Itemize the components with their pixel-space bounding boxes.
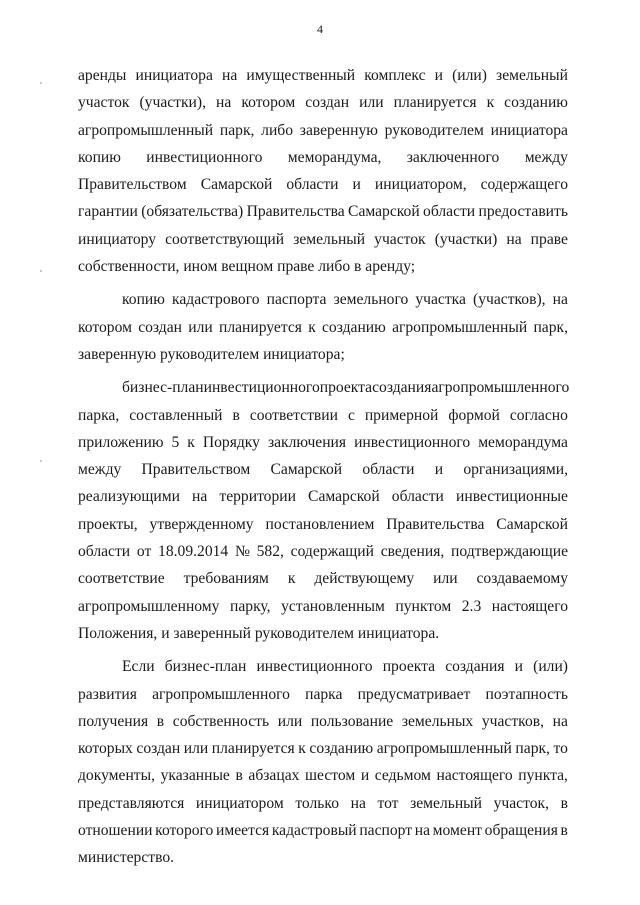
paragraph-line: отношении которого имеется кадастровый паспорт на момент обращения в <box>78 822 568 840</box>
paragraph-line: бизнес-план инвестиционного проекта создания агропромышленного <box>122 379 570 397</box>
paragraph-line: агропромышленный парк, либо заверенную руководителем инициатора <box>78 121 568 139</box>
paragraph-line: собственности, ином вещном праве либо в аренду; <box>78 258 416 276</box>
paragraph-line: соответствие требованиям к действующему или создаваемому <box>78 570 568 588</box>
paragraph-line: аренды инициатора на имущественный комплекс и (или) земельный <box>78 67 568 84</box>
paragraph-line: проекты, утвержденному постановлением Правительства Самарской <box>78 515 568 533</box>
paragraph-line: между Правительством Самарской области и организациями, <box>78 461 568 479</box>
paragraph-line: которых создан или планируется к созданию агропромышленный парк, то <box>78 740 568 758</box>
margin-mark <box>40 270 42 272</box>
paragraph-line: участок (участки), на котором создан или планируется к созданию <box>78 94 568 112</box>
paragraph-line: области от 18.09.2014 № 582, содержащий сведения, подтверждающие <box>78 543 568 561</box>
paragraph-line: агропромышленному парку, установленным пунктом 2.3 настоящего <box>78 597 568 615</box>
paragraph <box>78 286 568 368</box>
paragraph-line: получения в собственность или пользование земельных участков, на <box>78 712 568 730</box>
paragraph-line: Положения, и заверенный руководителем инициатора. <box>78 624 440 642</box>
margin-mark <box>40 460 42 462</box>
paragraph-line: представляются инициатором только на тот земельный участок, в <box>78 794 568 812</box>
page-number: 4 <box>317 22 323 36</box>
paragraph-line: Правительством Самарской области и инициатором, содержащего <box>78 176 568 194</box>
paragraph-line: Если бизнес-план инвестиционного проекта создания и (или) <box>122 658 568 676</box>
paragraph <box>78 374 568 647</box>
document-body <box>78 62 568 872</box>
paragraph-line: котором создан или планируется к созданию агропромышленный парк, <box>78 318 568 336</box>
margin-mark <box>40 82 42 84</box>
paragraph-line: документы, указанные в абзацах шестом и седьмом настоящего пункта, <box>78 767 568 785</box>
paragraph-line: реализующими на территории Самарской области инвестиционные <box>78 488 568 506</box>
paragraph-line: копию инвестиционного меморандума, заключенного между <box>78 148 568 166</box>
paragraph-line: парка, составленный в соответствии с примерной формой согласно <box>78 406 568 424</box>
paragraph-line: гарантии (обязательства) Правительства Самарской области предоставить <box>78 203 568 221</box>
paragraph-line: инициатору соответствующий земельный участок (участки) на праве <box>78 230 568 248</box>
paragraph-line: заверенную руководителем инициатора; <box>78 345 345 363</box>
paragraph-line: развития агропромышленного парка предусматривает поэтапность <box>78 685 568 703</box>
paragraph <box>78 62 568 280</box>
paragraph <box>78 653 568 871</box>
paragraph-line: министерство. <box>78 849 175 867</box>
paragraph-line: приложению 5 к Порядку заключения инвестиционного меморандума <box>78 433 568 451</box>
paragraph-line: копию кадастрового паспорта земельного участка (участков), на <box>122 291 568 309</box>
